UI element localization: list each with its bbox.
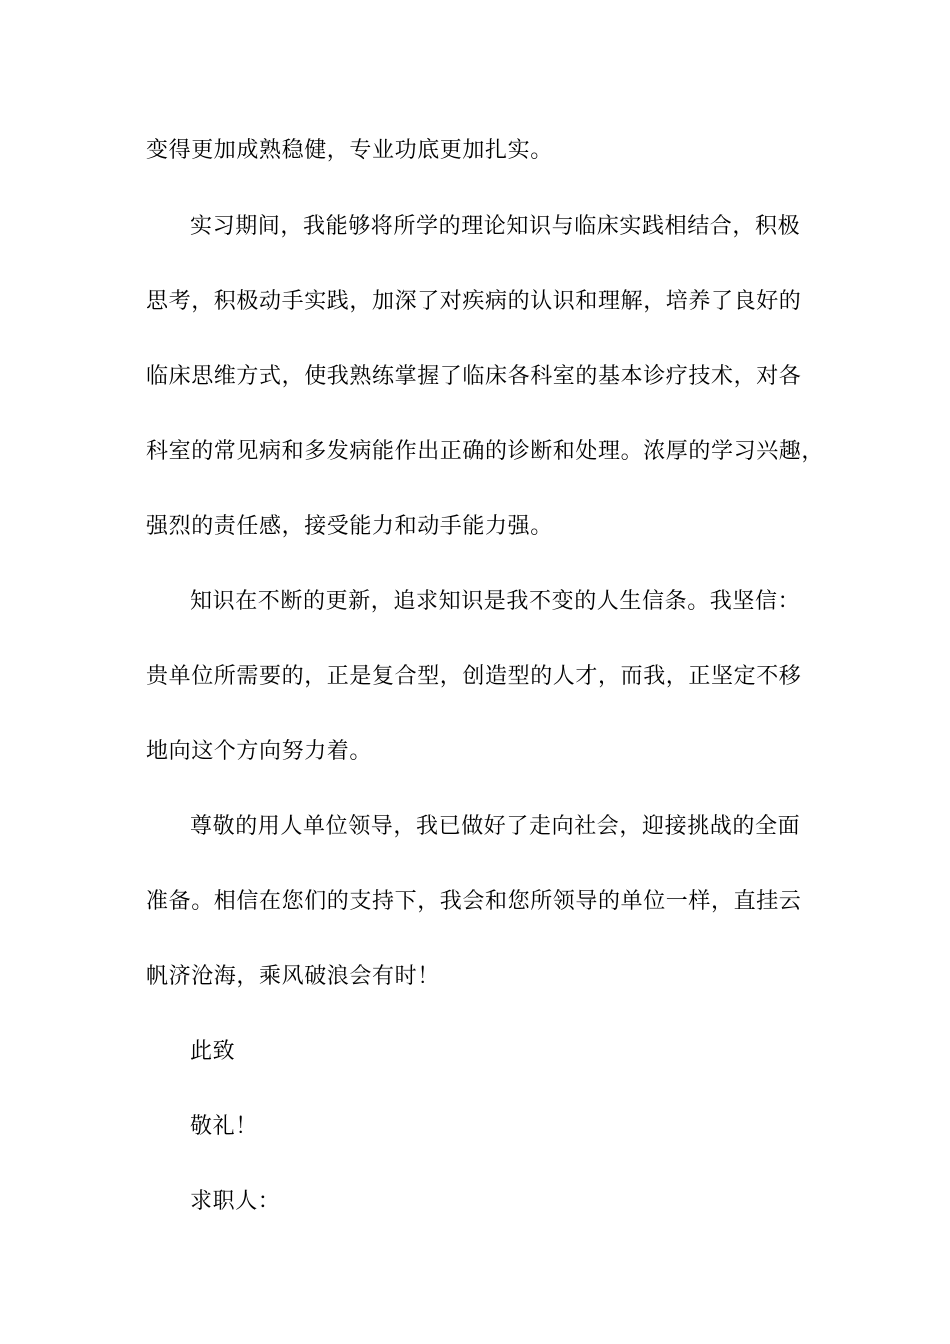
text-line-7: 知识在不断的更新，追求知识是我不变的人生信条。我坚信： [190,589,801,614]
text-line-1: 变得更加成熟稳健，专业功底更加扎实。 [146,138,553,163]
closing-salutation: 此致 [190,1039,236,1064]
text-line-4: 临床思维方式，使我熟练掌握了临床各科室的基本诊疗技术，对各 [146,364,802,389]
text-line-2: 实习期间，我能够将所学的理论知识与临床实践相结合，积极 [190,214,801,239]
text-line-11: 准备。相信在您们的支持下，我会和您所领导的单位一样，直挂云 [146,889,802,914]
text-line-6: 强烈的责任感，接受能力和动手能力强。 [146,514,553,539]
text-line-5: 科室的常见病和多发病能作出正确的诊断和处理。浓厚的学习兴趣， [146,439,825,464]
signature-label: 求职人： [190,1189,281,1214]
text-line-12: 帆济沧海，乘风破浪会有时！ [146,964,440,989]
text-line-8: 贵单位所需要的，正是复合型，创造型的人才，而我，正坚定不移 [146,664,802,689]
text-line-9: 地向这个方向努力着。 [146,739,373,764]
text-line-3: 思考，积极动手实践，加深了对疾病的认识和理解，培养了良好的 [146,289,802,314]
text-line-10: 尊敬的用人单位领导，我已做好了走向社会，迎接挑战的全面 [190,814,801,839]
closing-regards: 敬礼！ [190,1114,258,1139]
